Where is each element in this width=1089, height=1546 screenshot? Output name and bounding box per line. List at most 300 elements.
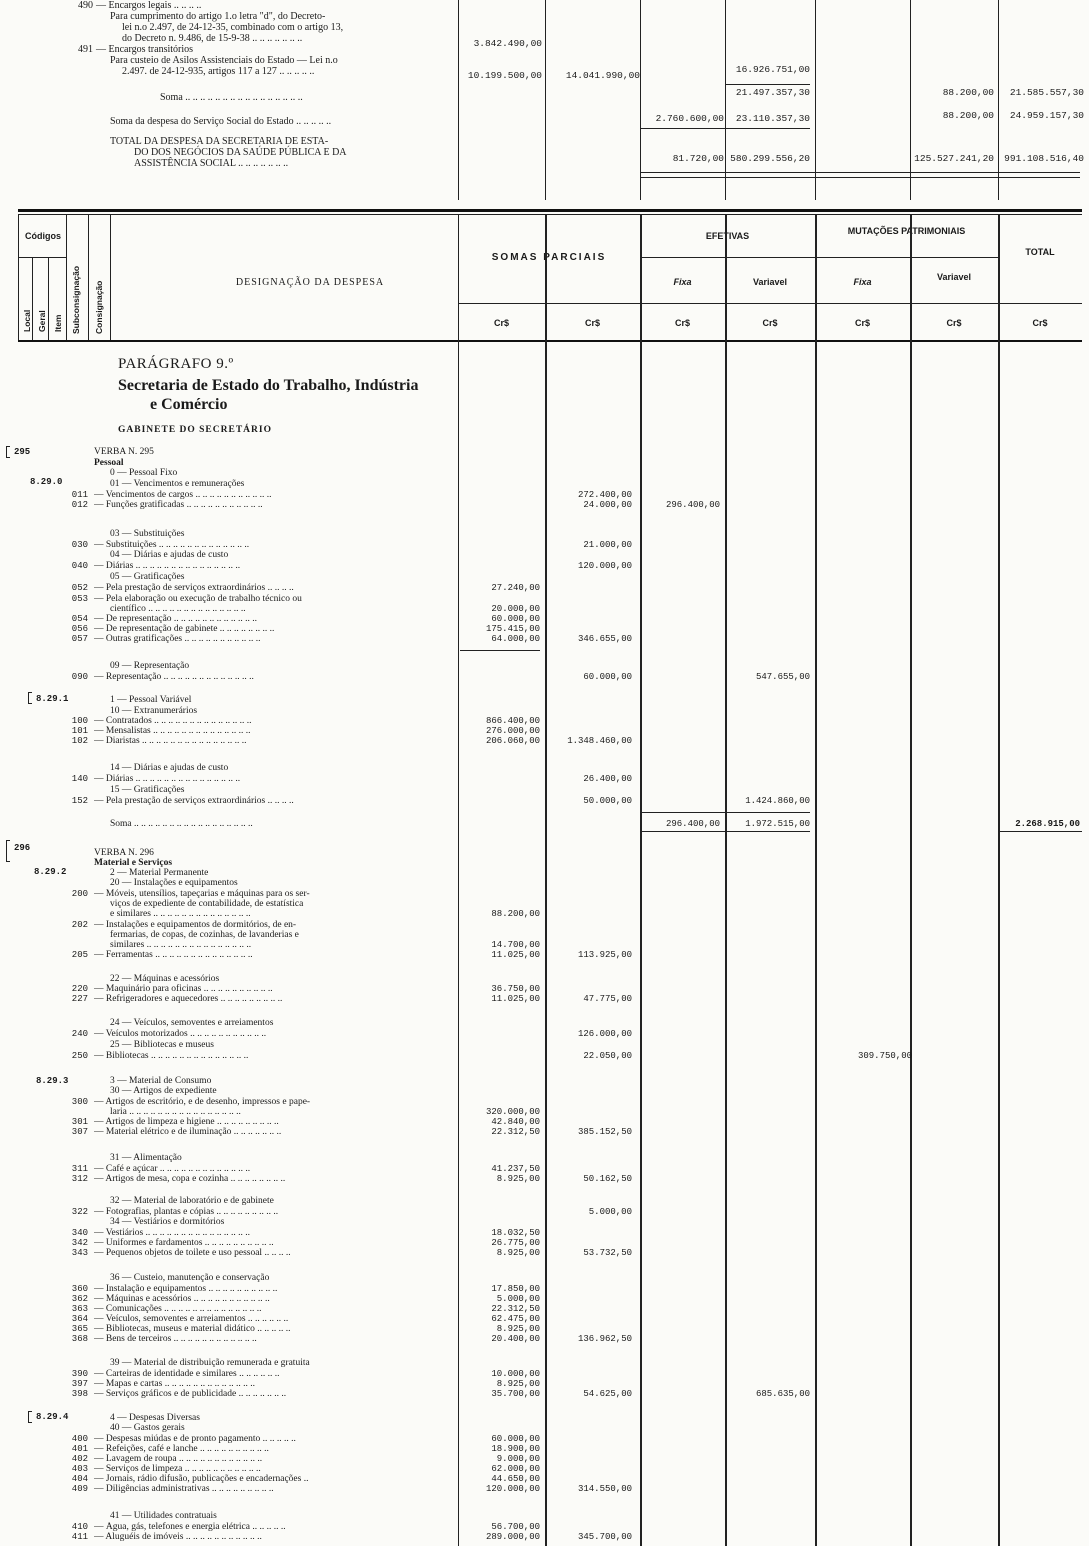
top-line: — Encargos transitórios [96,44,194,55]
row-code: 300 [71,1097,88,1107]
row-value-c4: 547.655,00 [755,672,810,682]
row-value-c1: 26.775,00 [491,1238,540,1248]
row-description: — Diárias .. .. .. .. .. .. .. .. .. .. .. .. .. .. .. [94,774,241,784]
table-row [0,819,1089,830]
row-code: 220 [71,984,88,994]
row-code: 200 [71,889,88,899]
row-code: 397 [71,1379,88,1389]
header-top-rule [18,209,1082,212]
header-somas-parciais: SOMAS PARCIAIS [491,252,607,263]
row-description: — Mapas e cartas .. .. .. .. .. .. .. .. .. .. .. .. .. [94,1379,255,1389]
row-description: — Pequenos objetos de toilete e uso pessoal .. .. .. .. [94,1248,291,1258]
sum-rule [640,128,810,129]
row-description: — Artigos de escritório, e de desenho, impressos e pape- [94,1097,311,1107]
table-row [0,763,1089,774]
header-item: Item [53,314,63,332]
row-value-c1: 42.840,00 [491,1117,540,1127]
row-description: — Pela elaboração ou execução de trabalho técnico ou [94,594,302,604]
row-value-c1: 18.900,00 [491,1444,540,1454]
header-currency: Cr$ [674,318,690,328]
row-description: — Substituições .. .. .. .. .. .. .. .. .. .. .. .. .. [94,540,250,550]
table-row [0,950,1089,961]
row-description: 09 — Representação [110,661,190,671]
row-value-c2: 126.000,00 [577,1029,632,1039]
row-value-c1: 56.700,00 [491,1522,540,1532]
row-description: 0 — Pessoal Fixo [110,468,178,478]
top-line: Para cumprimento do artigo 1.o letra "d", do Decreto- [110,11,326,22]
row-description: — Carteiras de identidade e similares .. .. .. .. .. .. [94,1369,280,1379]
row-code: 311 [71,1164,88,1174]
row-description: — Contratados .. .. .. .. .. .. .. .. .. .. .. .. .. .. [94,716,252,726]
row-value-c1: 276.000,00 [485,726,540,736]
row-value-c2: 22.050,00 [583,1051,632,1061]
row-value-c1: 17.850,00 [491,1284,540,1294]
column-rule [640,0,641,200]
row-value-c2: 26.400,00 [583,774,632,784]
row-code: 390 [71,1369,88,1379]
row-code: 342 [71,1238,88,1248]
header-currency: Cr$ [946,318,962,328]
row-description: — Mensalistas .. .. .. .. .. .. .. .. .. .. .. .. .. .. [94,726,251,736]
side-ref-8290: 8.29.0 [30,477,63,487]
column-rule [32,257,33,340]
side-ref-8293: 8.29.3 [36,1076,69,1086]
row-description: 22 — Máquinas e acessórios [110,974,220,984]
row-description: VERBA N. 296 [94,848,154,858]
row-value-c1: 36.750,00 [491,984,540,994]
row-description: 05 — Gratificações [110,572,185,582]
row-value-c1: 18.032,50 [491,1228,540,1238]
row-description: — Refrigeradores e aquecedores .. .. .. .. .. .. .. .. .. [94,994,283,1004]
row-code: 140 [71,774,88,784]
row-value-c1: 62.000,00 [491,1464,540,1474]
row-code: 056 [71,624,88,634]
row-description: 3 — Material de Consumo [110,1076,212,1086]
row-code: 240 [71,1029,88,1039]
row-description: Pessoal [94,458,124,468]
table-row [0,909,1089,920]
row-value-c1: 866.400,00 [485,716,540,726]
row-value-c3: 296.400,00 [665,819,720,829]
row-code: 411 [71,1532,88,1542]
table-row [0,661,1089,672]
row-description: 4 — Despesas Diversas [110,1413,200,1423]
row-description: — Refeições, café e lanche .. .. .. .. .. .. .. .. .. .. [94,1444,269,1454]
row-description: — Maquinário para oficinas .. .. .. .. .. .. .. .. .. .. [94,984,273,994]
table-row [0,1153,1089,1164]
row-value-c2: 24.000,00 [583,500,632,510]
table-row [0,529,1089,540]
header-currency: Cr$ [493,318,509,328]
soma-total: 21.585.557,30 [1009,87,1084,98]
table-row [0,736,1089,747]
column-rule [998,0,999,200]
row-description: e similares .. .. .. .. .. .. .. .. .. .. .. .. .. .. [110,909,251,919]
row-value-c1: 10.000,00 [491,1369,540,1379]
side-ref-296: 296 [14,843,31,853]
header-efetivas-variavel: Variavel [752,277,788,287]
row-code: 363 [71,1304,88,1314]
servico-total: 24.959.157,30 [1009,110,1084,121]
row-description: 14 — Diárias e ajudas de custo [110,763,229,773]
row-description: Soma .. .. .. .. .. .. .. .. .. .. .. .. .. .. .. .. .. [110,819,253,829]
table-row [0,1334,1089,1345]
column-rule [545,0,546,200]
row-value-c1: 320.000,00 [485,1107,540,1117]
row-value-c2: 21.000,00 [583,540,632,550]
row-value-c1: 120.000,00 [485,1484,540,1494]
row-value-c1: 22.312,50 [491,1304,540,1314]
sum-rule [460,650,540,651]
row-description: 20 — Instalações e equipamentos [110,878,238,888]
row-value-c4: 685.635,00 [755,1389,810,1399]
header-rule [18,257,66,258]
row-code: 100 [71,716,88,726]
row-code: 152 [71,796,88,806]
row-description: — Ferramentas .. .. .. .. .. .. .. .. .. .. .. .. .. .. [94,950,253,960]
row-description: — Diligências administrativas .. .. .. .. .. .. .. .. .. [94,1484,274,1494]
total-mutacoes-variable: 125.527.241,20 [914,153,994,164]
row-description: 40 — Gastos gerais [110,1423,185,1433]
row-code: 090 [71,672,88,682]
row-description: 25 — Bibliotecas e museus [110,1040,214,1050]
row-code: 364 [71,1314,88,1324]
row-description: — Máquinas e acessórios .. .. .. .. .. .. .. .. .. .. .. [94,1294,270,1304]
row-value-c2: 50.162,50 [583,1174,632,1184]
row-code: 227 [71,994,88,1004]
row-description: — Uniformes e fardamentos .. .. .. .. .. .. .. .. .. .. [94,1238,274,1248]
row-description: — Bens de terceiros .. .. .. .. .. .. .. .. .. .. .. .. [94,1334,257,1344]
row-description: 1 — Pessoal Variável [110,695,192,705]
row-value-c1: 20.400,00 [491,1334,540,1344]
sum-rule [640,177,1080,178]
table-row [0,634,1089,645]
row-value-c1: 175.415,00 [485,624,540,634]
row-value-c2: 314.550,00 [577,1484,632,1494]
row-description: 03 — Substituições [110,529,185,539]
row-code: 202 [71,920,88,930]
table-row [0,1127,1089,1138]
table-row [0,994,1089,1005]
row-value-c4: 1.972.515,00 [745,819,810,829]
header-bottom-rule [18,340,1082,342]
row-description: — Móveis, utensílios, tapeçarias e máquinas para os ser- [94,889,310,899]
row-value-c2: 60.000,00 [583,672,632,682]
table-row [0,1029,1089,1040]
row-code: 402 [71,1454,88,1464]
row-code: 322 [71,1207,88,1217]
row-code: 301 [71,1117,88,1127]
row-code: 398 [71,1389,88,1399]
row-code: 340 [71,1228,88,1238]
row-value-c1: 35.700,00 [491,1389,540,1399]
row-value-c1: 5.000,00 [496,1294,540,1304]
row-description: 39 — Material de distribuição remunerada e gratuita [110,1358,310,1368]
header-mutacoes: MUTAÇÕES PATRIMONIAIS [847,226,966,236]
row-description: — De representação de gabinete .. .. .. .. .. .. .. .. [94,624,275,634]
row-description: — Bibliotecas .. .. .. .. .. .. .. .. .. .. .. .. .. .. [94,1051,249,1061]
row-code: 403 [71,1464,88,1474]
total-fixa: 81.720,00 [672,153,724,164]
row-code: 250 [71,1051,88,1061]
row-code: 053 [71,594,88,604]
header-designacao: DESIGNAÇÃO DA DESPESA [235,277,385,288]
section-title: e Comércio [150,396,228,413]
row-value-c5: 309.750,00 [857,1051,912,1061]
row-code: 360 [71,1284,88,1294]
top-line-total: DO DOS NEGÓCIOS DA SAÚDE PÚBLICA E DA [134,147,347,158]
row-value-c1: 11.025,00 [491,950,540,960]
column-rule [110,214,111,340]
table-row [0,1389,1089,1400]
row-value-c4: 1.424.860,00 [745,796,810,806]
table-row [0,785,1089,796]
header-mutacoes-fixa: Fixa [853,277,872,287]
table-row [0,479,1089,490]
sum-rule [640,812,810,813]
table-row [0,1217,1089,1228]
row-description: — Jornais, rádio difusão, publicações e encadernações .. [94,1474,309,1484]
table-row [0,1018,1089,1029]
table-row [0,583,1089,594]
row-description: — Funções gratificadas .. .. .. .. .. .. .. .. .. .. .. [94,500,263,510]
row-value-c6: 2.268.915,00 [1015,819,1080,829]
header-efetivas: EFETIVAS [705,231,750,241]
table-row [0,878,1089,889]
header-currency: Cr$ [584,318,600,328]
table-row [0,447,1089,458]
sum-rule [640,831,810,832]
top-line: — Encargos legais .. .. .. .. [96,0,202,11]
value-490: 3.842.490,00 [473,38,542,49]
top-line-total: TOTAL DA DESPESA DA SECRETARIA DE ESTA- [110,136,329,147]
row-description: 32 — Material de laboratório e de gabinete [110,1196,274,1206]
row-description: 41 — Utilidades contratuais [110,1511,217,1521]
row-value-c2: 346.655,00 [577,634,632,644]
row-description: 04 — Diárias e ajudas de custo [110,550,229,560]
value-491: 10.199.500,00 [467,70,542,81]
row-value-c1: 8.925,00 [496,1174,540,1184]
row-description: — Artigos de limpeza e higiene .. .. .. .. .. .. .. .. .. [94,1117,279,1127]
table-row [0,500,1089,511]
table-row [0,1174,1089,1185]
top-line-total: ASSISTÊNCIA SOCIAL .. .. .. .. .. .. .. [134,158,289,169]
row-code: 057 [71,634,88,644]
header-rule [458,303,1082,304]
top-line-soma: Soma .. .. .. .. .. .. .. .. .. .. .. .. .. .. .. .. [160,92,303,103]
servico-fixa: 2.760.600,00 [655,113,724,124]
top-line-code-491: 491 [78,44,93,55]
row-description: 30 — Artigos de expediente [110,1086,217,1096]
row-value-c1: 27.240,00 [491,583,540,593]
column-rule [66,214,67,340]
row-value-c3: 296.400,00 [665,500,720,510]
sum-rule [998,831,1082,832]
header-subconsignacao: Subconsignação [71,265,81,334]
row-description: — De representação .. .. .. .. .. .. .. .. .. .. .. .. [94,614,258,624]
header-currency: Cr$ [1032,318,1048,328]
row-description: — Lavagem de roupa .. .. .. .. .. .. .. .. .. .. .. .. [94,1454,263,1464]
row-description: 2 — Material Permanente [110,868,209,878]
row-description: — Despesas miúdas e de pronto pagamento .. .. .. .. .. [94,1434,296,1444]
sum-rule [640,172,1080,173]
row-value-c2: 53.732,50 [583,1248,632,1258]
top-line: 2.497. de 24-12-935, artigos 117 a 127 .. .. .. .. .. [122,66,315,77]
total-variable: 580.299.556,20 [730,153,810,164]
table-row [0,1484,1089,1495]
row-description: — Diárias .. .. .. .. .. .. .. .. .. .. .. .. .. .. .. [94,561,241,571]
row-code: 052 [71,583,88,593]
table-row [0,1040,1089,1051]
row-description: — Café e açúcar .. .. .. .. .. .. .. .. .. .. .. .. .. [94,1164,251,1174]
table-row [0,695,1089,706]
row-value-c2: 1.348.460,00 [567,736,632,746]
row-value-c1: 8.925,00 [496,1248,540,1258]
row-description: — Veículos, semoventes e arreiamentos .. .. .. .. .. .. [94,1314,289,1324]
row-description: viços de expediente de contabilidade, de estatística [110,899,304,909]
row-description: — Instalações e equipamentos de dormitórios, de en- [94,920,297,930]
table-row [0,1248,1089,1259]
header-currency: Cr$ [854,318,870,328]
row-description: similares .. .. .. .. .. .. .. .. .. .. .. .. .. .. .. [110,940,252,950]
row-description: — Pela prestação de serviços extraordinários .. .. .. .. [94,583,294,593]
row-description: laria .. .. .. .. .. .. .. .. .. .. .. .. .. .. .. .. [110,1107,241,1117]
row-description: — Outras gratificações .. .. .. .. .. .. .. .. .. .. .. [94,634,261,644]
row-description: — Vencimentos de cargos .. .. .. .. .. .. .. .. .. .. .. [94,490,272,500]
row-code: 343 [71,1248,88,1258]
row-code: 205 [71,950,88,960]
soma-mutacoes-variable: 88.200,00 [942,87,994,98]
row-value-c2: 272.400,00 [577,490,632,500]
value-491-variable: 16.926.751,00 [735,64,810,75]
table-row [0,561,1089,572]
row-code: 312 [71,1174,88,1184]
row-value-c1: 9.000,00 [496,1454,540,1464]
row-description: — Instalação e equipamentos .. .. .. .. .. .. .. .. .. .. [94,1284,278,1294]
row-value-c1: 206.060,00 [485,736,540,746]
header-codigos: Códigos [25,231,61,241]
row-value-c2: 120.000,00 [577,561,632,571]
total-grand: 991.108.516,40 [1004,153,1084,164]
row-description: 15 — Gratificações [110,785,185,795]
row-description: — Veículos motorizados .. .. .. .. .. .. .. .. .. .. .. [94,1029,267,1039]
top-line: lei n.o 2.497, de 24-12-35, combinado com o artigo 13, [122,22,344,33]
row-value-c1: 88.200,00 [491,909,540,919]
top-line: do Decreto n. 9.486, de 15-9-38 .. .. .. .. .. .. .. [122,33,303,44]
row-description: — Serviços de limpeza .. .. .. .. .. .. .. .. .. .. .. [94,1464,261,1474]
table-row [0,1273,1089,1284]
header-consignacao: Consignação [94,280,104,334]
column-rule [48,257,49,340]
servico-mutacoes-variable: 88.200,00 [942,110,994,121]
row-description: — Serviços gráficos e de publicidade .. .. .. .. .. .. .. [94,1389,287,1399]
table-row [0,468,1089,479]
row-code: 054 [71,614,88,624]
soma-variable: 21.497.357,30 [735,87,810,98]
table-row [0,1423,1089,1434]
table-row [0,572,1089,583]
row-code: 307 [71,1127,88,1137]
row-description: fermarias, de copas, de cozinhas, de lavanderias e [110,930,299,940]
row-code: 040 [71,561,88,571]
row-value-c2: 136.962,50 [577,1334,632,1344]
column-rule [458,0,459,200]
table-row [0,774,1089,785]
row-description: Material e Serviços [94,858,173,868]
side-ref-8292: 8.29.2 [34,867,67,877]
header-currency: Cr$ [762,318,778,328]
table-row [0,1532,1089,1543]
header-total: TOTAL [1025,247,1055,257]
column-rule [815,0,816,200]
row-description: — Artigos de mesa, copa e cozinha .. .. .. .. .. .. .. .. [94,1174,286,1184]
row-value-c1: 20.000,00 [491,604,540,614]
row-value-c1: 22.312,50 [491,1127,540,1137]
row-code: 011 [71,490,88,500]
row-value-c1: 289.000,00 [485,1532,540,1542]
row-value-c1: 60.000,00 [491,614,540,624]
column-rule [725,0,726,200]
row-description: 10 — Extranumerários [110,706,198,716]
table-row [0,1196,1089,1207]
row-code: 101 [71,726,88,736]
row-value-c1: 60.000,00 [491,1434,540,1444]
row-value-c1: 64.000,00 [491,634,540,644]
row-value-c1: 8.925,00 [496,1379,540,1389]
side-ref-8294: 8.29.4 [36,1412,69,1422]
row-code: 030 [71,540,88,550]
header-geral: Geral [37,310,47,332]
row-code: 012 [71,500,88,510]
table-row [0,672,1089,683]
table-row [0,1511,1089,1522]
row-code: 409 [71,1484,88,1494]
table-row [0,796,1089,807]
side-ref-295: 295 [14,447,31,457]
row-description: científico .. .. .. .. .. .. .. .. .. .. .. .. .. .. [110,604,246,614]
row-value-c2: 385.152,50 [577,1127,632,1137]
top-line-soma-servico: Soma da despesa do Serviço Social do Estado .. .. .. .. .. [110,116,332,127]
row-value-c1: 8.925,00 [496,1324,540,1334]
row-code: 102 [71,736,88,746]
row-value-c2: 5.000,00 [588,1207,632,1217]
column-rule [18,214,19,340]
row-value-c1: 44.650,00 [491,1474,540,1484]
row-description: — Água, gás, telefones e energia elétrica .. .. .. .. .. [94,1522,286,1532]
row-value-c1: 14.700,00 [491,940,540,950]
side-ref-8291: 8.29.1 [36,694,69,704]
section-title: Secretaria de Estado do Trabalho, Indústria [118,377,419,394]
row-description: — Comunicações .. .. .. .. .. .. .. .. .. .. .. .. .. .. [94,1304,262,1314]
row-code: 365 [71,1324,88,1334]
header-top-rule [18,214,1082,215]
row-value-c2: 345.700,00 [577,1532,632,1542]
row-description: 31 — Alimentação [110,1153,182,1163]
row-value-c1: 11.025,00 [491,994,540,1004]
row-code: 400 [71,1434,88,1444]
row-description: — Vestiários .. .. .. .. .. .. .. .. .. .. .. .. .. .. .. [94,1228,251,1238]
row-description: — Diaristas .. .. .. .. .. .. .. .. .. .. .. .. .. .. .. [94,736,247,746]
table-row [0,1358,1089,1369]
gabinete-heading: GABINETE DO SECRETÁRIO [118,425,272,435]
row-description: 34 — Vestiários e dormitórios [110,1217,225,1227]
table-row [0,1086,1089,1097]
table-row [0,1051,1089,1062]
row-description: 24 — Veículos, semoventes e arreiamentos [110,1018,274,1028]
row-description: 36 — Custeio, manutenção e conservação [110,1273,270,1283]
row-value-c2: 47.775,00 [583,994,632,1004]
row-description: — Fotografias, plantas e cópias .. .. .. .. .. .. .. .. .. [94,1207,279,1217]
